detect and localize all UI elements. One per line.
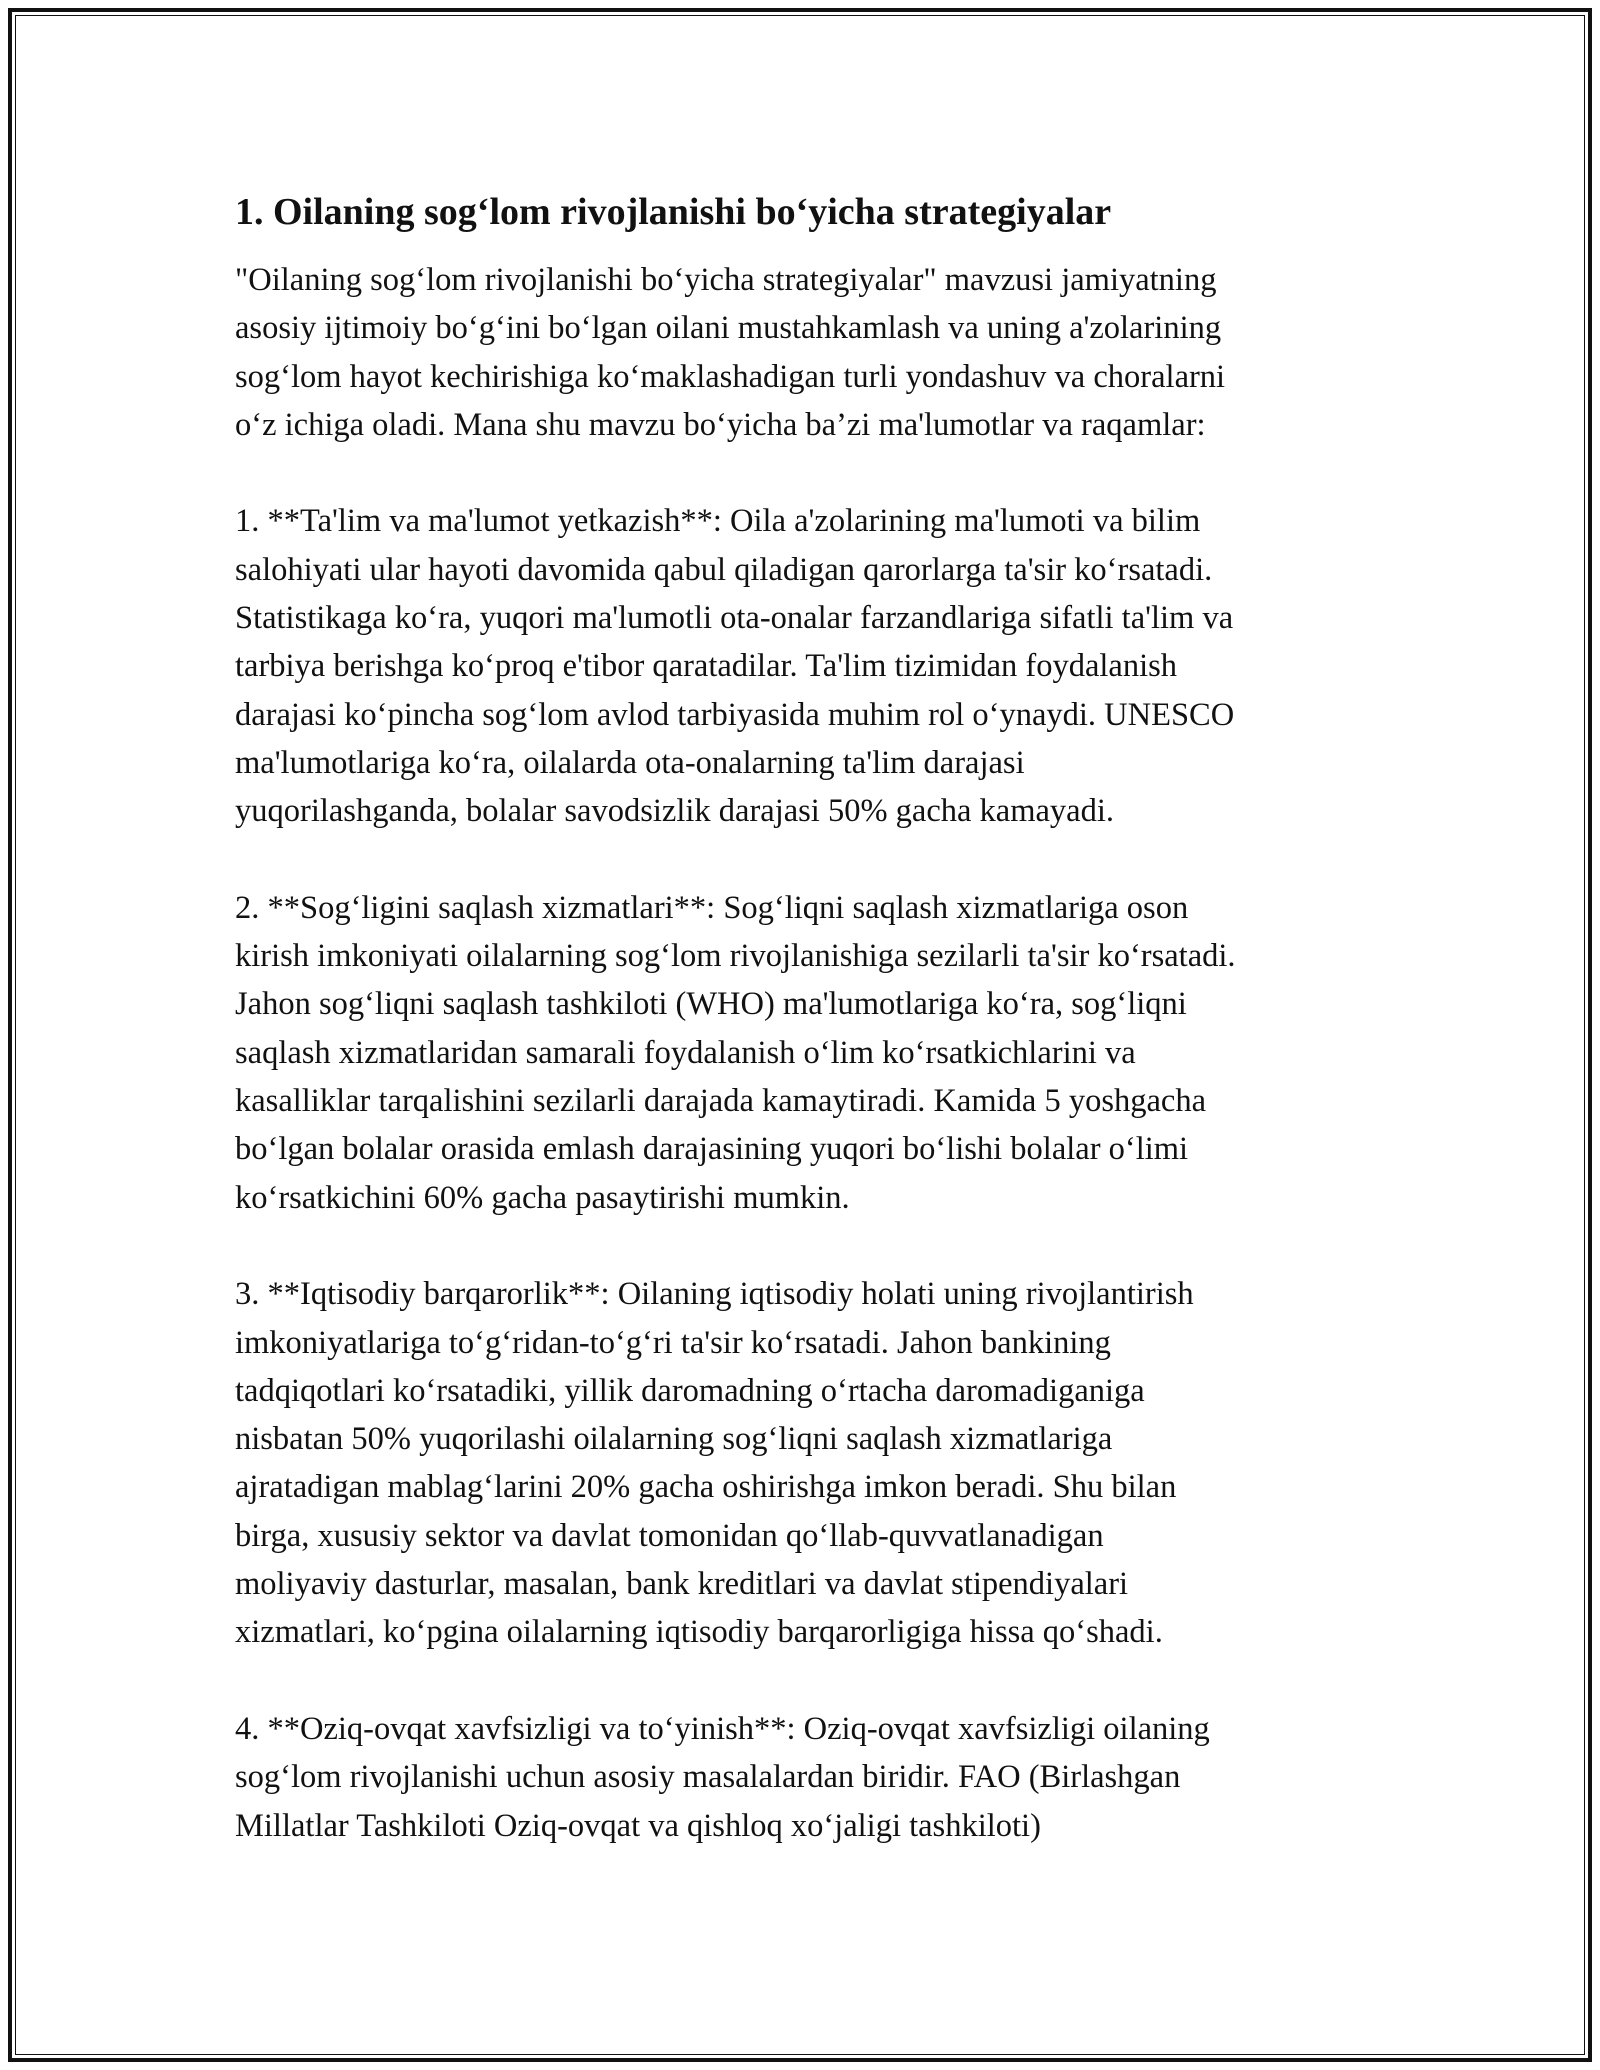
text-line: saqlash xizmatlaridan samarali foydalanish o‘lim ko‘rsatkichlarini va: [235, 1034, 1136, 1071]
text-line: bo‘lgan bolalar orasida emlash darajasining yuqori bo‘lishi bolalar o‘limi: [235, 1131, 1189, 1168]
text-line: nisbatan 50% yuqorilashi oilalarning sog‘liqni saqlash xizmatlariga: [235, 1421, 1113, 1458]
text-line: 3. **Iqtisodiy barqarorlik**: Oilaning iqtisodiy holati uning rivojlantirish: [235, 1276, 1194, 1313]
text-line: kasalliklar tarqalishini sezilarli darajada kamaytiradi. Kamida 5 yoshgacha: [235, 1083, 1207, 1120]
text-line: asosiy ijtimoiy bo‘g‘ini bo‘lgan oilani mustahkamlash va uning a'zolarining: [235, 310, 1222, 347]
text-line: "Oilaning sog‘lom rivojlanishi bo‘yicha strategiyalar" mavzusi jamiyatning: [235, 262, 1217, 298]
intro-paragraph: [235, 256, 1370, 449]
text-line: sog‘lom hayot kechirishiga ko‘maklashadigan turli yondashuv va choralarni: [235, 358, 1226, 395]
text-line: salohiyati ular hayoti davomida qabul qiladigan qarorlarga ta'sir ko‘rsatadi.: [235, 551, 1213, 588]
section-title: 1. Oilaning sog‘lom rivojlanishi bo‘yicha strategiyalar: [235, 191, 1112, 233]
text-line: ma'lumotlariga ko‘ra, oilalarda ota-onalarning ta'lim darajasi: [235, 744, 1025, 781]
text-line: yuqorilashganda, bolalar savodsizlik darajasi 50% gacha kamayadi.: [235, 793, 1115, 830]
list-item-food-security: [235, 1705, 1370, 1850]
text-line: kirish imkoniyati oilalarning sog‘lom rivojlanishiga sezilarli ta'sir ko‘rsatadi.: [235, 938, 1236, 975]
list-item-education: [235, 497, 1370, 835]
text-line: darajasi ko‘pincha sog‘lom avlod tarbiyasida muhim rol o‘ynaydi. UNESCO: [235, 696, 1235, 733]
text-line: 2. **Sog‘ligini saqlash xizmatlari**: Sog‘liqni saqlash xizmatlariga oson: [235, 889, 1189, 926]
text-line: imkoniyatlariga to‘g‘ridan-to‘g‘ri ta'sir ko‘rsatadi. Jahon bankining: [235, 1324, 1111, 1361]
text-line: ko‘rsatkichini 60% gacha pasaytirishi mumkin.: [235, 1179, 850, 1216]
text-line: o‘z ichiga oladi. Mana shu mavzu bo‘yicha ba’zi ma'lumotlar va raqamlar:: [235, 406, 1206, 443]
document-body: [235, 188, 1370, 1850]
text-line: birga, xususiy sektor va davlat tomonidan qo‘llab-quvvatlanadigan: [235, 1517, 1104, 1554]
text-line: Statistikaga ko‘ra, yuqori ma'lumotli ota-onalar farzandlariga sifatli ta'lim va: [235, 600, 1234, 637]
list-item-healthcare: [235, 884, 1370, 1222]
text-line: xizmatlari, ko‘pgina oilalarning iqtisodiy barqarorligiga hissa qo‘shadi.: [235, 1614, 1163, 1651]
text-line: tadqiqotlari ko‘rsatadiki, yillik daromadning o‘rtacha daromadiganiga: [235, 1372, 1145, 1409]
text-line: ajratadigan mablag‘larini 20% gacha oshirishga imkon beradi. Shu bilan: [235, 1469, 1177, 1506]
text-line: moliyaviy dasturlar, masalan, bank kreditlari va davlat stipendiyalari: [235, 1566, 1129, 1603]
text-line: 4. **Oziq-ovqat xavfsizligi va to‘yinish**: Oziq-ovqat xavfsizligi oilaning: [235, 1710, 1210, 1747]
text-line: Millatlar Tashkiloti Oziq-ovqat va qishloq xo‘jaligi tashkiloti): [235, 1807, 1041, 1844]
text-line: Jahon sog‘liqni saqlash tashkiloti (WHO) ma'lumotlariga ko‘ra, sog‘liqni: [235, 986, 1187, 1023]
text-line: tarbiya berishga ko‘proq e'tibor qaratadilar. Ta'lim tizimidan foydalanish: [235, 648, 1178, 685]
list-item-economic-stability: [235, 1270, 1370, 1656]
text-line: sog‘lom rivojlanishi uchun asosiy masalalardan biridir. FAO (Birlashgan: [235, 1759, 1181, 1796]
text-line: 1. **Ta'lim va ma'lumot yetkazish**: Oila a'zolarining ma'lumoti va bilim: [235, 503, 1201, 540]
